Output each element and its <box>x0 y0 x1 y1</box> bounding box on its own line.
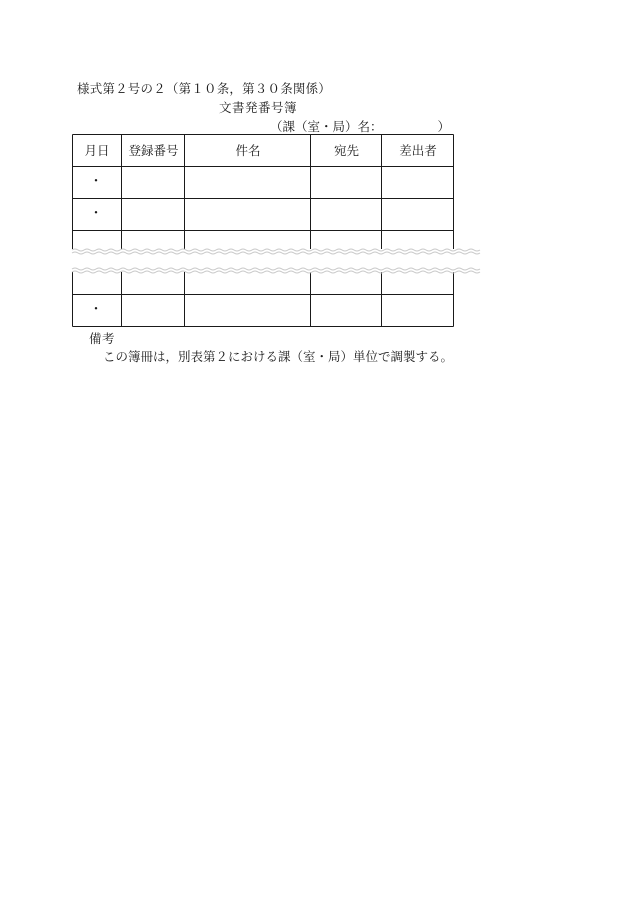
header-registration-number: 登録番号 <box>128 143 179 158</box>
remarks-label: 備考 <box>89 331 116 346</box>
department-line <box>270 117 450 135</box>
document-title: 文書発番号簿 <box>219 100 298 115</box>
row-date: ・ <box>89 302 103 317</box>
header-subject: 件名 <box>235 143 261 158</box>
department-label: （課（室・局）名： <box>270 119 383 134</box>
row-date: ・ <box>89 174 103 189</box>
row-date: ・ <box>89 206 103 221</box>
register-table-grid <box>72 134 454 327</box>
remarks-text: この簿冊は，別表第２における課（室・局）単位で調製する。 <box>103 349 454 364</box>
form-number: 様式第２号の２（第１０条，第３０条関係） <box>77 81 332 96</box>
department-close-paren: ） <box>437 119 450 134</box>
register-table <box>72 134 454 327</box>
header-date: 月日 <box>84 143 110 158</box>
header-addressee: 宛先 <box>333 143 359 158</box>
header-sender: 差出者 <box>399 143 437 158</box>
